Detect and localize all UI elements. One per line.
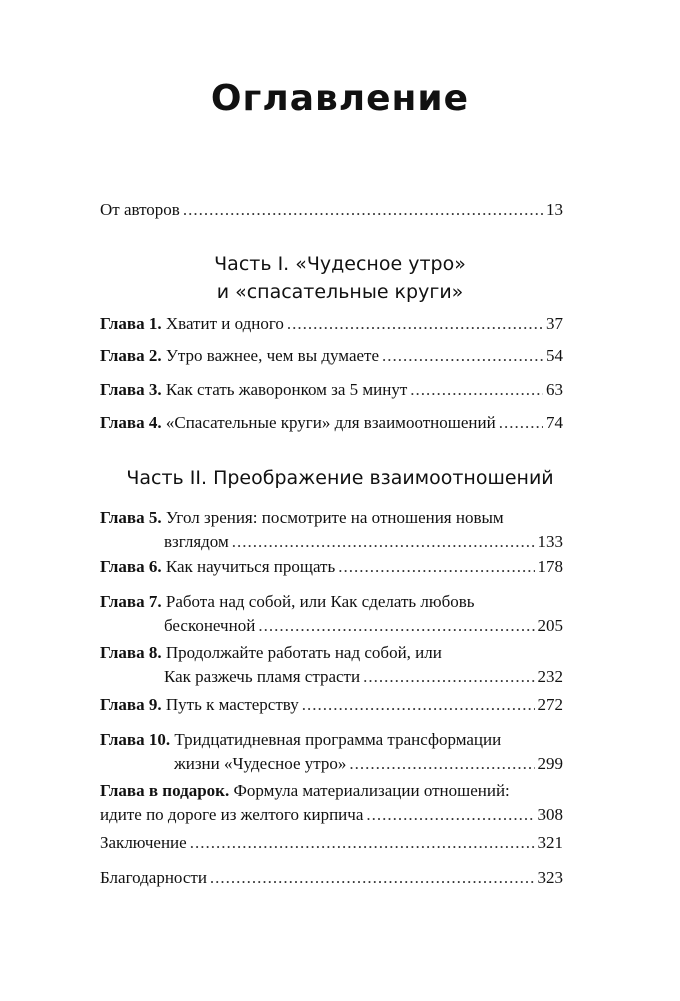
chapter-title: Утро важнее, чем вы думаете	[165, 346, 380, 365]
chapter-number: Глава 2.	[100, 346, 162, 365]
page-number: 37	[546, 314, 563, 333]
entry-label: Благодарности	[100, 868, 207, 887]
toc-entry-chapter-10[interactable]	[100, 728, 563, 776]
page-number: 178	[537, 557, 563, 576]
chapter-title-continued: Как разжечь пламя страсти	[164, 667, 361, 686]
page-number: 232	[537, 667, 563, 686]
chapter-title: Как научиться прощать	[165, 557, 336, 576]
page-number: 205	[537, 616, 563, 635]
chapter-number: Глава 3.	[100, 380, 162, 399]
page-number: 13	[546, 200, 563, 219]
toc-entry-chapter-5[interactable]	[100, 506, 563, 554]
leader-dots	[338, 555, 534, 579]
chapter-title-continued: идите по дороге из желтого кирпича	[100, 805, 364, 824]
chapter-number: Глава в подарок.	[100, 781, 230, 800]
part-1-heading: Часть I. «Чудесное утро» и «спасательные круги»	[214, 253, 466, 303]
toc-entry-chapter-1[interactable]	[100, 312, 563, 336]
chapter-title: Хватит и одного	[165, 314, 284, 333]
part-2-heading: Часть II. Преображение взаимоотношений	[126, 467, 554, 489]
toc-entry-bonus-chapter[interactable]	[100, 779, 563, 827]
chapter-title: Работа над собой, или Как сделать любовь	[165, 592, 475, 611]
page-number: 308	[537, 805, 563, 824]
chapter-number: Глава 8.	[100, 643, 162, 662]
leader-dots	[349, 752, 534, 776]
chapter-title-continued: бесконечной	[164, 616, 256, 635]
leader-dots	[366, 803, 534, 827]
page-number: 54	[546, 346, 563, 365]
page-number: 133	[537, 532, 563, 551]
chapter-number: Глава 10.	[100, 730, 171, 749]
page-number: 321	[537, 833, 563, 852]
leader-dots	[190, 831, 535, 855]
chapter-title: Продолжайте работать над собой, или	[165, 643, 442, 662]
page-number: 299	[537, 754, 563, 773]
chapter-title: Путь к мастерству	[165, 695, 299, 714]
chapter-title: Угол зрения: посмотрите на отношения новым	[165, 508, 504, 527]
chapter-title: Тридцатидневная программа трансформации	[174, 730, 502, 749]
toc-entry-chapter-6[interactable]	[100, 555, 563, 579]
page-number: 323	[537, 868, 563, 887]
chapter-number: Глава 1.	[100, 314, 162, 333]
entry-label: Заключение	[100, 833, 187, 852]
chapter-title: Формула материализации отношений:	[233, 781, 510, 800]
leader-dots	[410, 378, 543, 402]
toc-entry-chapter-4[interactable]	[100, 411, 563, 435]
toc-entry-chapter-3[interactable]	[100, 378, 563, 402]
leader-dots	[363, 665, 534, 689]
toc-entry-chapter-7[interactable]	[100, 590, 563, 638]
leader-dots	[258, 614, 534, 638]
chapter-number: Глава 5.	[100, 508, 162, 527]
entry-label: От авторов	[100, 200, 180, 219]
page-title: Оглавление	[210, 78, 470, 119]
toc-entry-chapter-2[interactable]	[100, 344, 563, 368]
leader-dots	[287, 312, 543, 336]
chapter-number: Глава 6.	[100, 557, 162, 576]
toc-entry-chapter-8[interactable]	[100, 641, 563, 689]
toc-entry-acknowledgments[interactable]	[100, 866, 563, 890]
chapter-number: Глава 4.	[100, 413, 162, 432]
leader-dots	[302, 693, 535, 717]
chapter-title-continued: жизни «Чудесное утро»	[174, 754, 347, 773]
chapter-title: «Спасательные круги» для взаимоотношений	[165, 413, 496, 432]
leader-dots	[210, 866, 535, 890]
chapter-title: Как стать жаворонком за 5 минут	[165, 380, 408, 399]
leader-dots	[499, 411, 543, 435]
page-number: 63	[546, 380, 563, 399]
page-number: 272	[537, 695, 563, 714]
toc-entry-chapter-9[interactable]	[100, 693, 563, 717]
page-number: 74	[546, 413, 563, 432]
toc-entry-conclusion[interactable]	[100, 831, 563, 855]
chapter-number: Глава 7.	[100, 592, 162, 611]
leader-dots	[232, 530, 535, 554]
chapter-number: Глава 9.	[100, 695, 162, 714]
leader-dots	[183, 198, 543, 222]
chapter-title-continued: взглядом	[164, 532, 229, 551]
toc-entry-preface[interactable]	[100, 198, 563, 222]
leader-dots	[382, 344, 543, 368]
